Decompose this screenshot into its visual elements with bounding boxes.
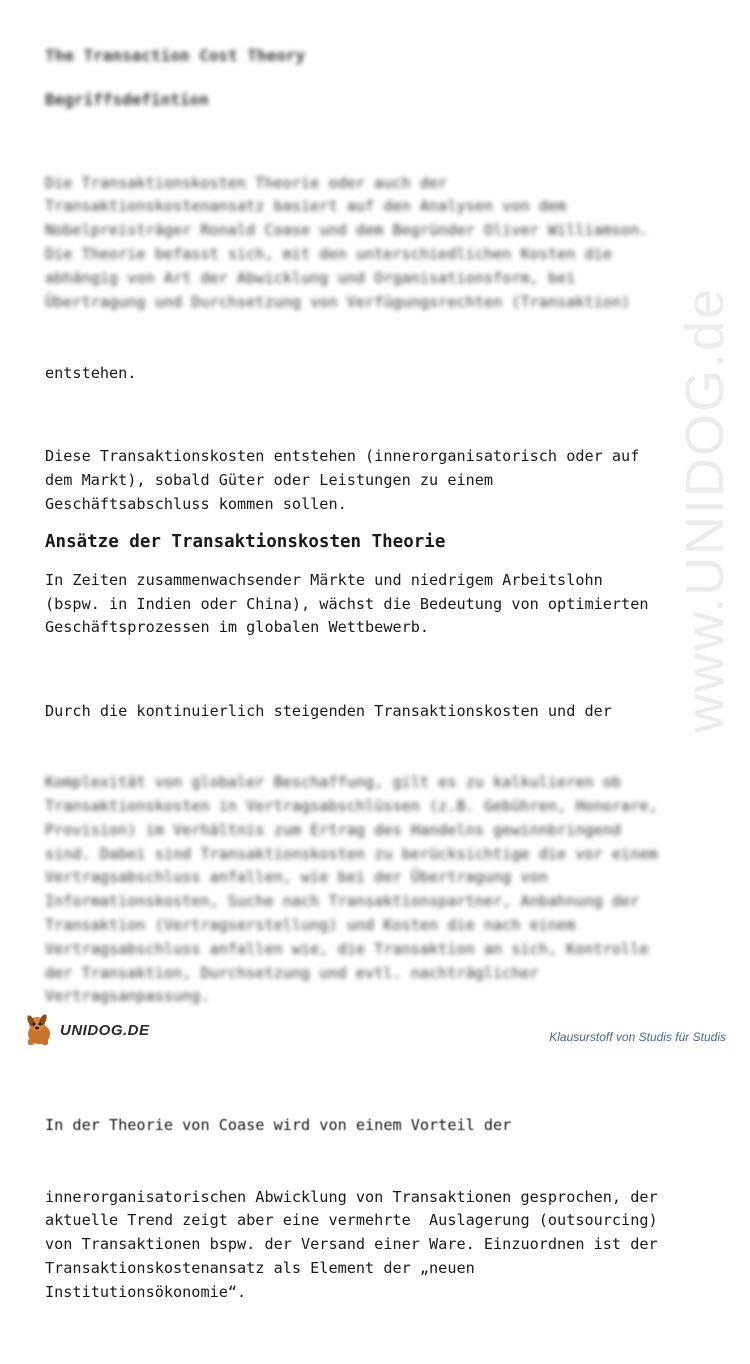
paragraph-5-first-line: In der Theorie von Coase wird von einem Vorteil der — [45, 1116, 512, 1135]
document-subtitle: Begriffsdefintion — [45, 90, 209, 109]
document-content — [45, 44, 705, 1364]
section-heading: Ansätze der Transaktionskosten Theorie — [45, 531, 446, 552]
watermark-text: www.UNIDOG.de — [675, 286, 735, 734]
paragraph-4-blurred: Komplexität von globaler Beschaffung, gilt es zu kalkulieren ob Transaktionskosten in Vertragsabschlüssen (z.B. Gebühren, Honorare, Provision) im Verhältnis zum Ertrag des Handelns gewinnbringend sind. Dabei sind Transaktionskosten zu berücksichtige die vor einem Vertragsabschluss anfallen, wie bei der Übertragung von Informationskosten, Suche nach Transaktionspartner, Anbahnung der Transaktion (Vertragserstellung) und Kosten die nach einem Vertragsabschluss anfallen wie, die Transaktion an sich, Kontrolle der Transaktion, Durchsetzung und evtl. nachträglicher Vertragsanpassung. — [45, 773, 658, 1006]
paragraph-1-clear: entstehen. — [45, 363, 137, 382]
footer-tagline: Klausurstoff von Studis für Studis — [549, 1030, 726, 1044]
paragraph-5-rest: innerorganisatorischen Abwicklung von Transaktionen gesprochen, der aktuelle Trend zeigt aber eine vermehrte Auslagerung (outsourcing) von Transaktionen bspw. der Versand einer Ware. Einzuordnen ist der Transaktionskostenansatz als Element der „neuen Institutionsökonomie“. — [45, 1187, 658, 1301]
paragraph-1 — [45, 124, 705, 433]
paragraph-2: Diese Transaktionskosten entstehen (innerorganisatorisch oder auf dem Markt), sobald Güter oder Leistungen zu einem Geschäftsabschluss kommen sollen. — [45, 447, 640, 513]
footer-brand: UNIDOG.DE — [60, 1021, 150, 1039]
paragraph-4 — [45, 652, 705, 1057]
paragraph-5 — [45, 1067, 705, 1353]
paragraph-4-clear: Durch die kontinuierlich steigenden Transaktionskosten und der — [45, 701, 612, 720]
document-title: The Transaction Cost Theory — [45, 46, 306, 65]
paragraph-1-blurred: Die Transaktionskosten Theorie oder auch der Transaktionskostenansatz basiert auf den Analysen von dem Nobelpreisträger Ronald Coase und dem Begründer Oliver Williamson. Die Theorie befasst sich, mit den unterschiedlichen Kosten die abhängig von Art der Abwicklung und Organisationsform, bei Übertragung und Durchsetzung von Verfügungsrechten (Transaktion) — [45, 173, 649, 311]
paragraph-3: In Zeiten zusammenwachsender Märkte und niedrigem Arbeitslohn (bspw. in Indien oder China), wächst die Bedeutung von optimierten Geschäftsprozessen im globalen Wettbewerb. — [45, 570, 649, 637]
footer-logo — [22, 1010, 162, 1050]
dog-icon — [22, 1012, 56, 1048]
